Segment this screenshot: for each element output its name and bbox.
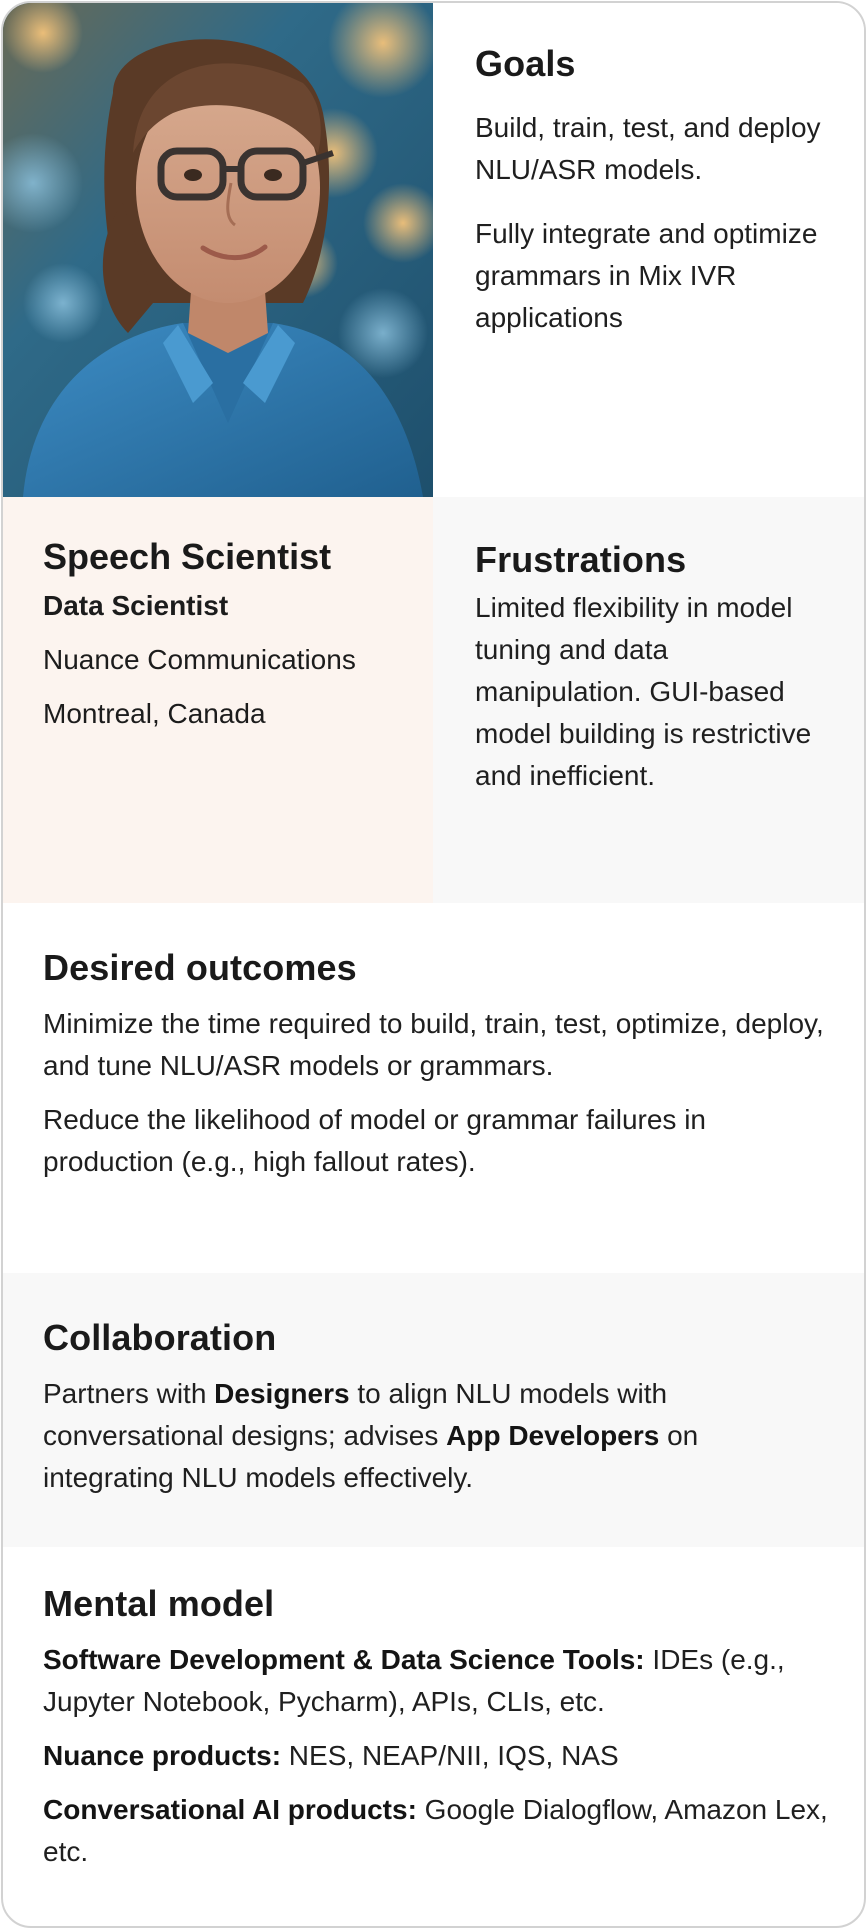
mental-model-section [3,1547,864,1873]
persona-location: Montreal, Canada [43,698,266,729]
outcome-item: Reduce the likelihood of model or grammar failures in production (e.g., high fallout rates). [43,1104,706,1177]
mental-model-item [43,1735,834,1777]
persona-role: Speech Scientist [43,536,332,577]
persona-photo [3,3,433,497]
goals-title: Goals [475,43,576,84]
mental-model-item [43,1789,834,1873]
collaboration-section [3,1273,864,1547]
frustrations-title: Frustrations [475,539,687,580]
outcome-item: Minimize the time required to build, train, test, optimize, deploy, and tune NLU/ASR models or grammars. [43,1008,824,1081]
portrait-illustration [3,3,433,497]
mental-model-label: Nuance products: [43,1740,282,1771]
frustrations-section [433,497,864,903]
persona-card [1,1,866,1928]
collab-designers: Designers [214,1378,350,1409]
mid-row [3,497,864,903]
goals-section [433,3,864,497]
mental-model-title: Mental model [43,1583,275,1624]
mental-model-value: Google Dialogflow, Amazon Lex, etc. [43,1794,828,1867]
collab-app-developers: App Developers [446,1420,660,1451]
persona-identity [3,497,433,903]
outcomes-title: Desired outcomes [43,947,357,988]
collab-text-3: on integrating NLU models effectively. [43,1420,699,1493]
mental-model-label: Software Development & Data Science Tools: [43,1644,645,1675]
mental-model-item [43,1639,834,1723]
persona-subrole: Data Scientist [43,590,229,621]
top-row [3,3,864,497]
mental-model-label: Conversational AI products: [43,1794,417,1825]
mental-model-value: IDEs (e.g., Jupyter Notebook, Pycharm), APIs, CLIs, etc. [43,1644,785,1717]
goal-item: Fully integrate and optimize grammars in Mix IVR applications [475,218,818,333]
goal-item: Build, train, test, and deploy NLU/ASR models. [475,112,821,185]
collab-text-2: to align NLU models with conversational designs; advises [43,1378,668,1451]
desired-outcomes-section [3,903,864,1273]
collaboration-text [43,1373,834,1499]
frustrations-text: Limited flexibility in model tuning and data manipulation. GUI-based model building is restrictive and inefficient. [475,592,812,791]
persona-company: Nuance Communications [43,644,356,675]
collab-text-1: Partners with [43,1378,215,1409]
mental-model-value: NES, NEAP/NII, IQS, NAS [281,1740,619,1771]
collaboration-title: Collaboration [43,1317,277,1358]
